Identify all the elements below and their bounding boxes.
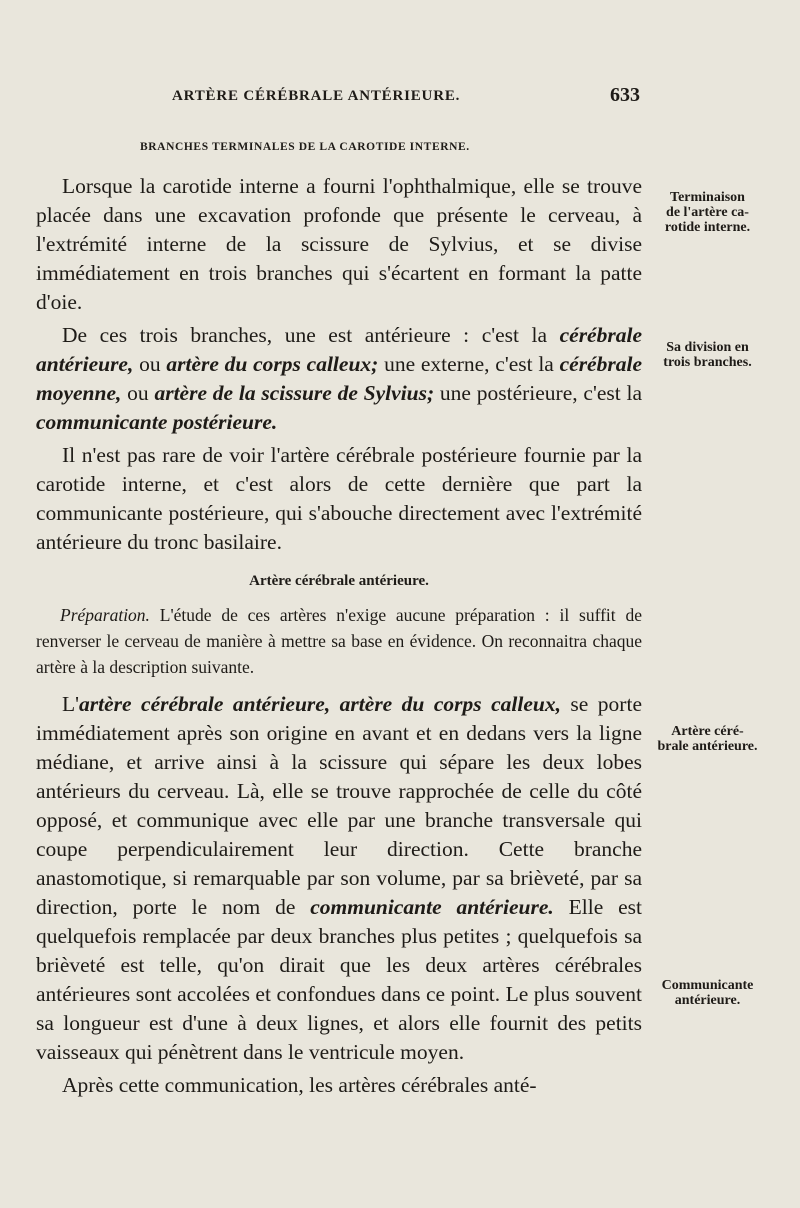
emphasis-term: artère du corps calleux; <box>166 352 379 376</box>
margin-note-line: rotide interne. <box>664 220 751 235</box>
margin-note-line: Sa division en <box>666 340 749 355</box>
margin-note-line: Artère céré- <box>671 724 744 739</box>
running-header <box>172 84 652 106</box>
text-run: Elle est quelquefois remplacée par deux branches plus petites ; quelquefois sa brièveté est telle, qu'on dirait que les deux artères cérébrales antérieures sont accolées et confondues dans ce point. Le plus souvent sa longueur est d'une à deux lignes, et alors elle fournit des petits vaisseaux qui pénètrent dans le ventricule moyen. <box>36 895 643 1064</box>
emphasis-term: cérébrale moyenne, <box>36 352 642 405</box>
text-run: L' <box>62 692 80 716</box>
paragraph-2 <box>36 321 642 437</box>
text-run: De ces trois branches, une est antérieure : c'est la <box>62 323 560 347</box>
margin-note-line: antérieure. <box>674 993 741 1008</box>
paragraph-3: Il n'est pas rare de voir l'artère cérébrale postérieure fournie par la carotide interne, et c'est alors de cette dernière que part la communicante postérieure, qui s'abouche directement avec l'extrémité antérieure du tronc basilaire. <box>36 443 642 554</box>
paragraph-1: Lorsque la carotide interne a fourni l'ophthalmique, elle se trouve placée dans une excavation profonde que présente le cerveau, à l'extrémité interne de la scissure de Sylvius, et se divise immédiatement en trois branches qui s'écartent en formant la patte d'oie. <box>36 174 642 314</box>
margin-note-communicante <box>650 978 765 1008</box>
text-run: se porte immédiatement après son origine en avant et en dedans vers la ligne médiane, et arrive ainsi à la scissure qui sépare les deux lobes antérieurs du cerveau. Là, elle se trouve rapprochée de celle du côté opposé, et communique avec elle par une branche transversale qui coupe perpendiculairement leur direction. Cette branche anastomotique, si remarquable par son volume, par sa brièveté, par sa direction, porte le nom de <box>36 692 642 919</box>
preparation-label: Préparation. <box>60 605 150 625</box>
body-text <box>36 172 642 1104</box>
paragraph-5 <box>36 690 642 1067</box>
margin-note-terminaison <box>650 190 765 235</box>
text-run: ou <box>133 352 167 376</box>
paragraph-6: Après cette communication, les artères cérébrales anté- <box>62 1073 537 1097</box>
margin-note-line: Communicante <box>661 978 754 993</box>
preparation-paragraph <box>36 602 642 680</box>
margin-note-line: de l'artère ca- <box>666 205 749 220</box>
emphasis-term: artère de la scissure de Sylvius; <box>154 381 435 405</box>
subheading: Artère cérébrale antérieure. <box>249 573 429 589</box>
emphasis-term: communicante postérieure. <box>36 410 278 434</box>
section-heading: BRANCHES TERMINALES DE LA CAROTIDE INTERNE. <box>140 141 470 153</box>
emphasis-term: communicante antérieure. <box>310 895 554 919</box>
margin-note-line: trois branches. <box>663 355 752 370</box>
text-run: ou <box>121 381 155 405</box>
emphasis-term: artère cérébrale antérieure, artère du corps calleux, <box>79 692 561 716</box>
text-run: une externe, c'est la <box>378 352 560 376</box>
margin-note-artere-cerebrale <box>650 724 765 754</box>
text-run: une postérieure, c'est la <box>434 381 643 405</box>
margin-note-line: Terminaison <box>670 190 745 205</box>
margin-note-division <box>650 340 765 370</box>
emphasis-term: cérébrale antérieure, <box>36 323 642 376</box>
margin-note-line: brale antérieure. <box>657 739 758 754</box>
running-title: ARTÈRE CÉRÉBRALE ANTÉRIEURE. <box>172 88 461 104</box>
text-run: L'étude de ces artères n'exige aucune préparation : il suffit de renverser le cerveau de manière à mettre sa base en évidence. On reconnaitra chaque artère à la description suivante. <box>36 605 642 677</box>
page-number: 633 <box>610 84 640 106</box>
